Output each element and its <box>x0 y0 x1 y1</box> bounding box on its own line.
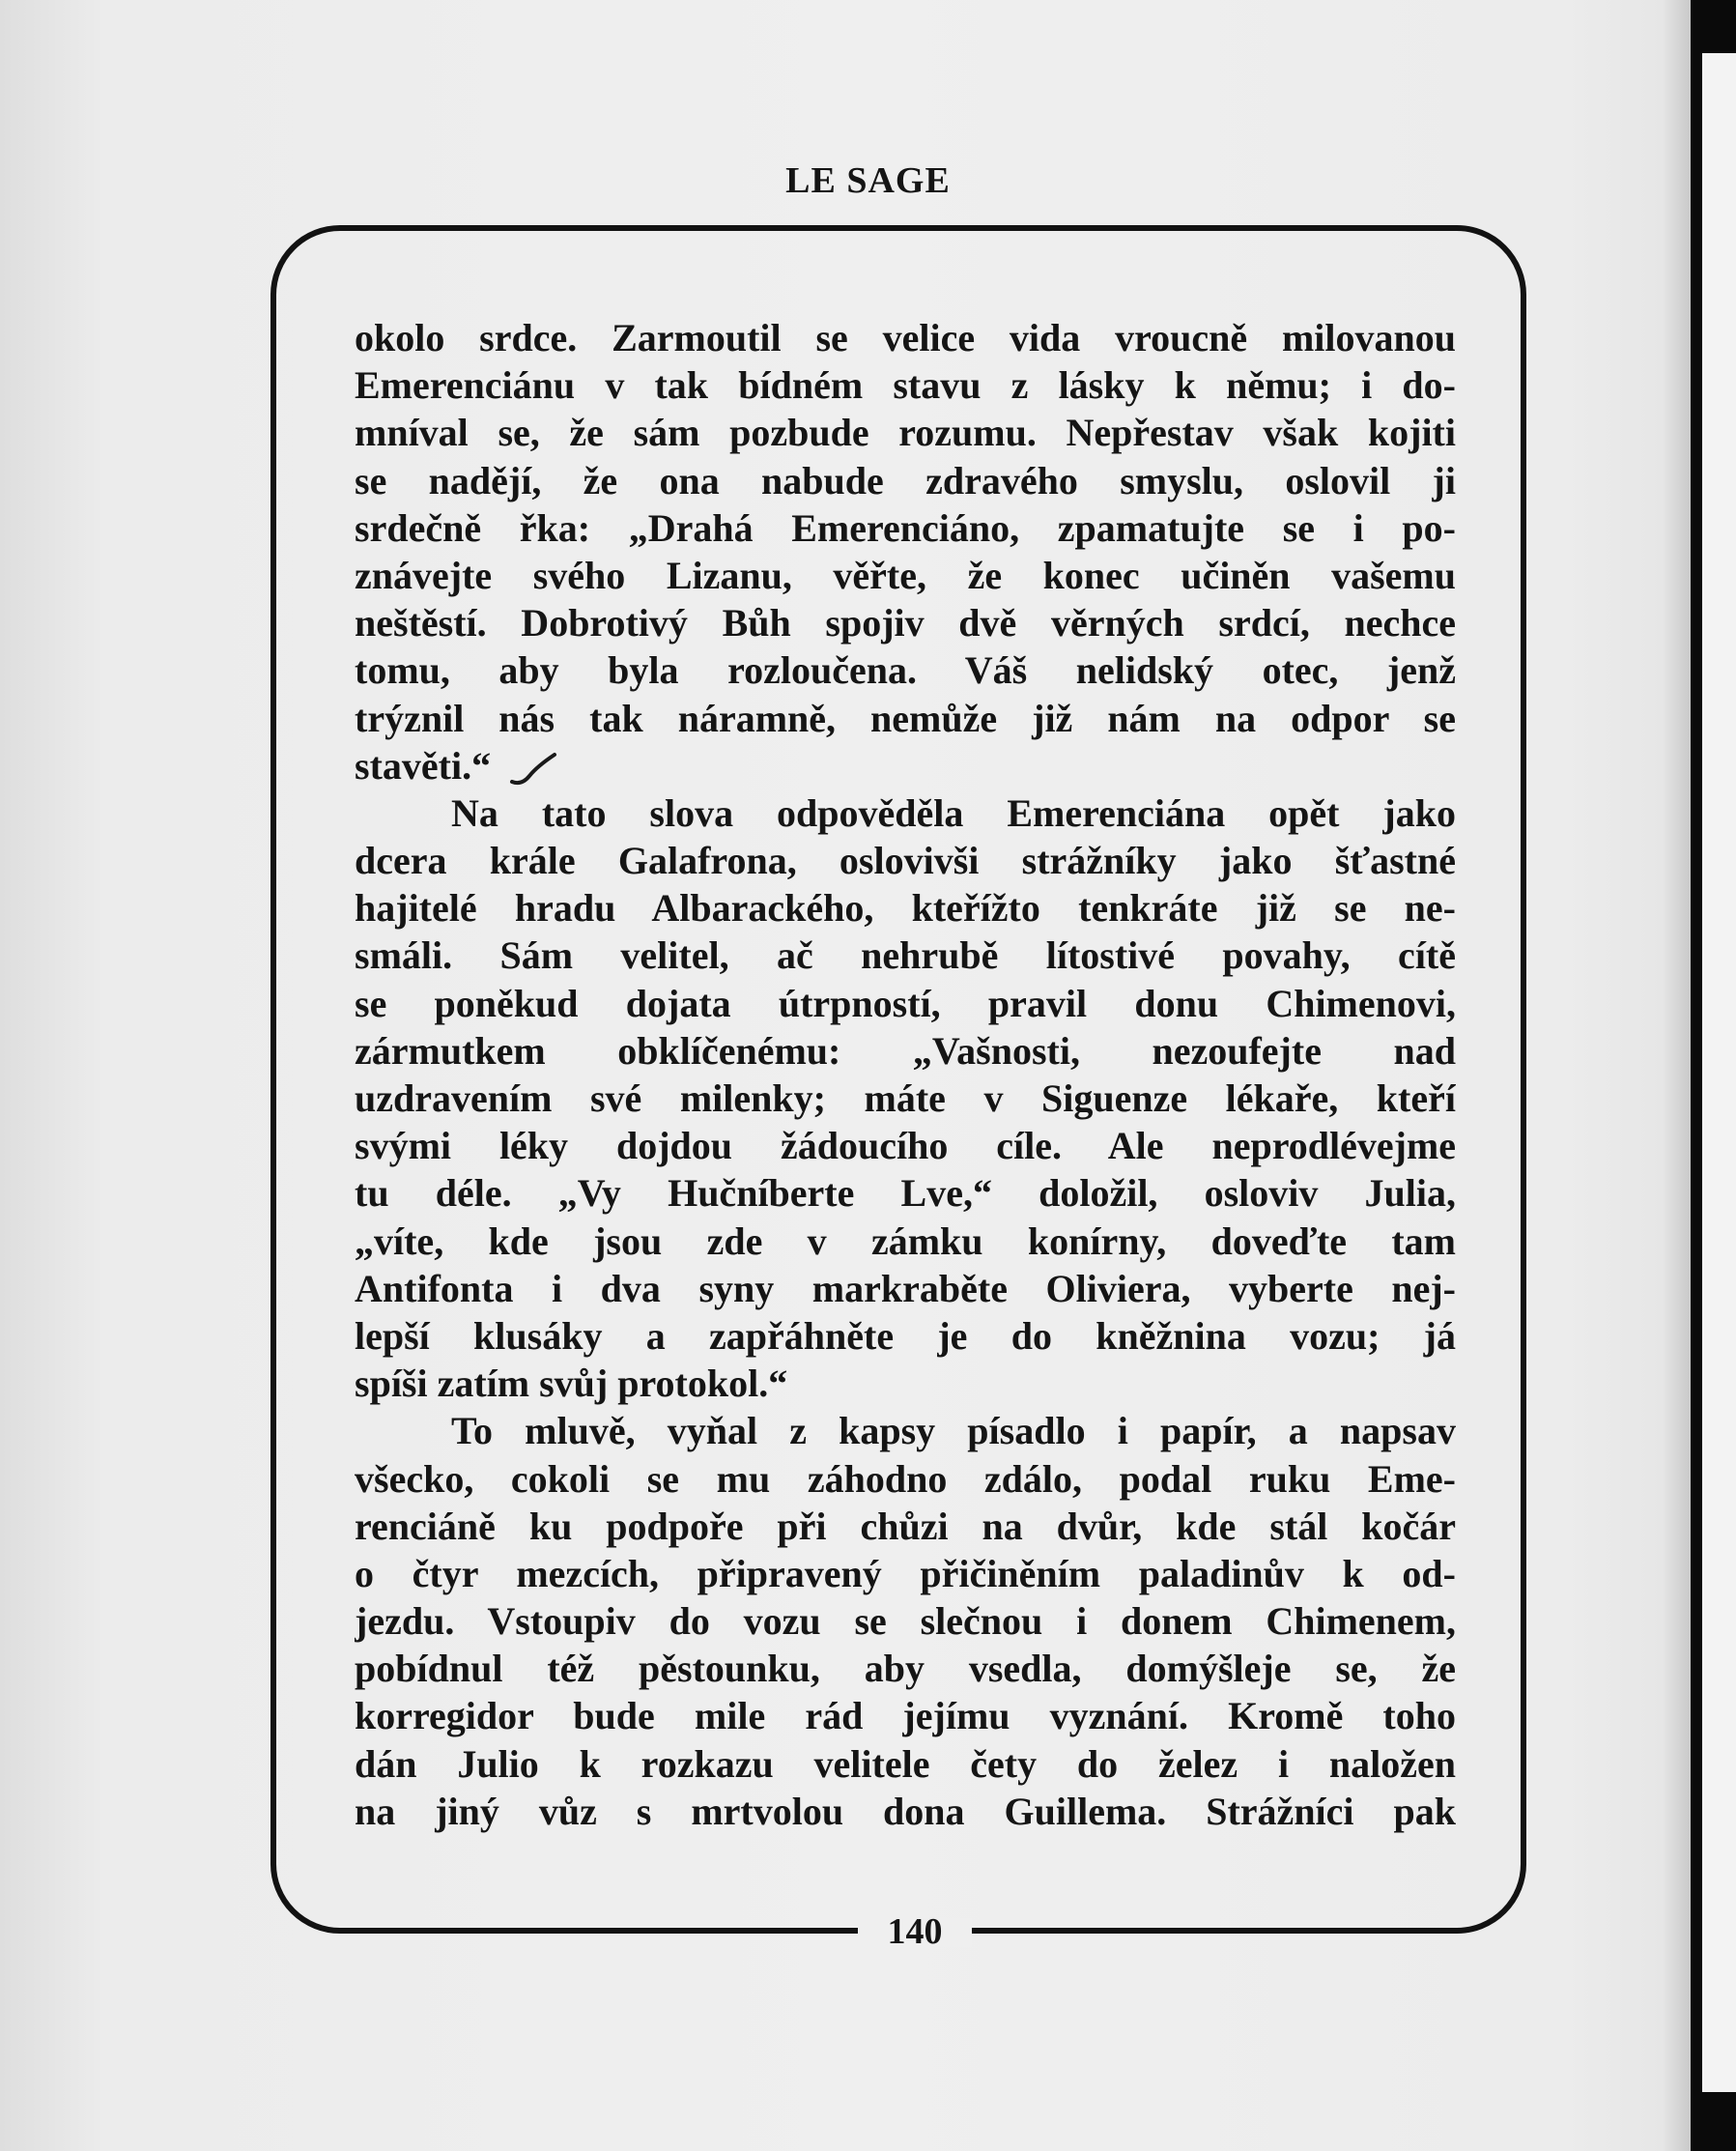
text-line: pobídnul též pěstounku, aby vsedla, domýšleje se, že <box>355 1647 1456 1691</box>
text-line: všecko, cokoli se mu záhodno zdálo, podal ruku Eme- <box>355 1456 1456 1501</box>
text-line: jezdu. Vstoupiv do vozu se slečnou i donem Chimenem, <box>355 1599 1456 1644</box>
text-line: „víte, kde jsou zde v zámku konírny, doveďte tam <box>355 1219 1456 1263</box>
text-line: lepší klusáky a zapřáhněte je do kněžnina vozu; já <box>355 1313 1456 1358</box>
body-text <box>355 314 1456 1835</box>
text-line: smáli. Sám velitel, ač nehrubě lítostivé povahy, cítě <box>355 933 1456 978</box>
running-header: LE SAGE <box>785 160 951 201</box>
text-line: se nadějí, že ona nabude zdravého smyslu, oslovil ji <box>355 458 1456 502</box>
text-line: uzdravením své milenky; máte v Siguenze lékaře, kteří <box>355 1076 1456 1120</box>
text-line: o čtyr mezcích, připravený přičiněním paladinův k od- <box>355 1551 1456 1595</box>
text-line: korregidor bude mile rád jejímu vyznání. Kromě toho <box>355 1694 1456 1738</box>
text-line: tu déle. „Vy Hučníberte Lve,“ doložil, osloviv Julia, <box>355 1171 1456 1216</box>
facing-page-edge <box>1702 53 1736 2092</box>
text-line: okolo srdce. Zarmoutil se velice vida vroucně milovanou <box>355 316 1456 359</box>
text-line: dcera krále Galafrona, oslovivši strážníky jako šťastné <box>355 839 1456 883</box>
text-line: neštěstí. Dobrotivý Bůh spojiv dvě věrných srdcí, nechce <box>355 601 1456 645</box>
text-line: tomu, aby byla rozloučena. Váš nelidský otec, jenž <box>355 648 1456 693</box>
text-line: znávejte svého Lizanu, věřte, že konec učiněn vašemu <box>355 553 1456 597</box>
paragraph-start-line: Na tato slova odpověděla Emerenciána opět jako <box>451 790 1456 835</box>
pencil-mark-icon <box>508 751 558 789</box>
text-line: renciáně ku podpoře při chůzi na dvůr, kde stál kočár <box>355 1504 1456 1548</box>
text-line: srdečně řka: „Drahá Emerenciáno, zpamatujte se i po- <box>355 505 1456 550</box>
text-line: hajitelé hradu Albarackého, kteřížto tenkráte již se ne- <box>355 886 1456 931</box>
text-line: Emerenciánu v tak bídném stavu z lásky k němu; i do- <box>355 363 1456 408</box>
text-line: zármutkem obklíčenému: „Vašnosti, nezoufejte nad <box>355 1028 1456 1073</box>
text-line: na jiný vůz s mrtvolou dona Guillema. Strážníci pak <box>355 1789 1456 1833</box>
text-line: spíši zatím svůj protokol.“ <box>355 1362 788 1406</box>
text-line: trýznil nás tak náramně, nemůže již nám na odpor se <box>355 696 1456 740</box>
text-line: mníval se, že sám pozbude rozumu. Nepřestav však kojiti <box>355 411 1456 455</box>
page-number: 140 <box>887 1911 943 1952</box>
text-line: Antifonta i dva syny markraběte Oliviera, vyberte nej- <box>355 1266 1456 1310</box>
text-line: se poněkud dojata útrpností, pravil donu Chimenovi, <box>355 981 1456 1025</box>
text-line: dán Julio k rozkazu velitele čety do želez i naložen <box>355 1741 1456 1786</box>
text-line: stavěti.“ <box>355 743 492 788</box>
text-line: svými léky dojdou žádoucího cíle. Ale neprodlévejme <box>355 1124 1456 1168</box>
spine-shadow <box>1662 0 1691 2151</box>
paragraph-start-line: To mluvě, vyňal z kapsy písadlo i papír, a napsav <box>451 1409 1456 1453</box>
